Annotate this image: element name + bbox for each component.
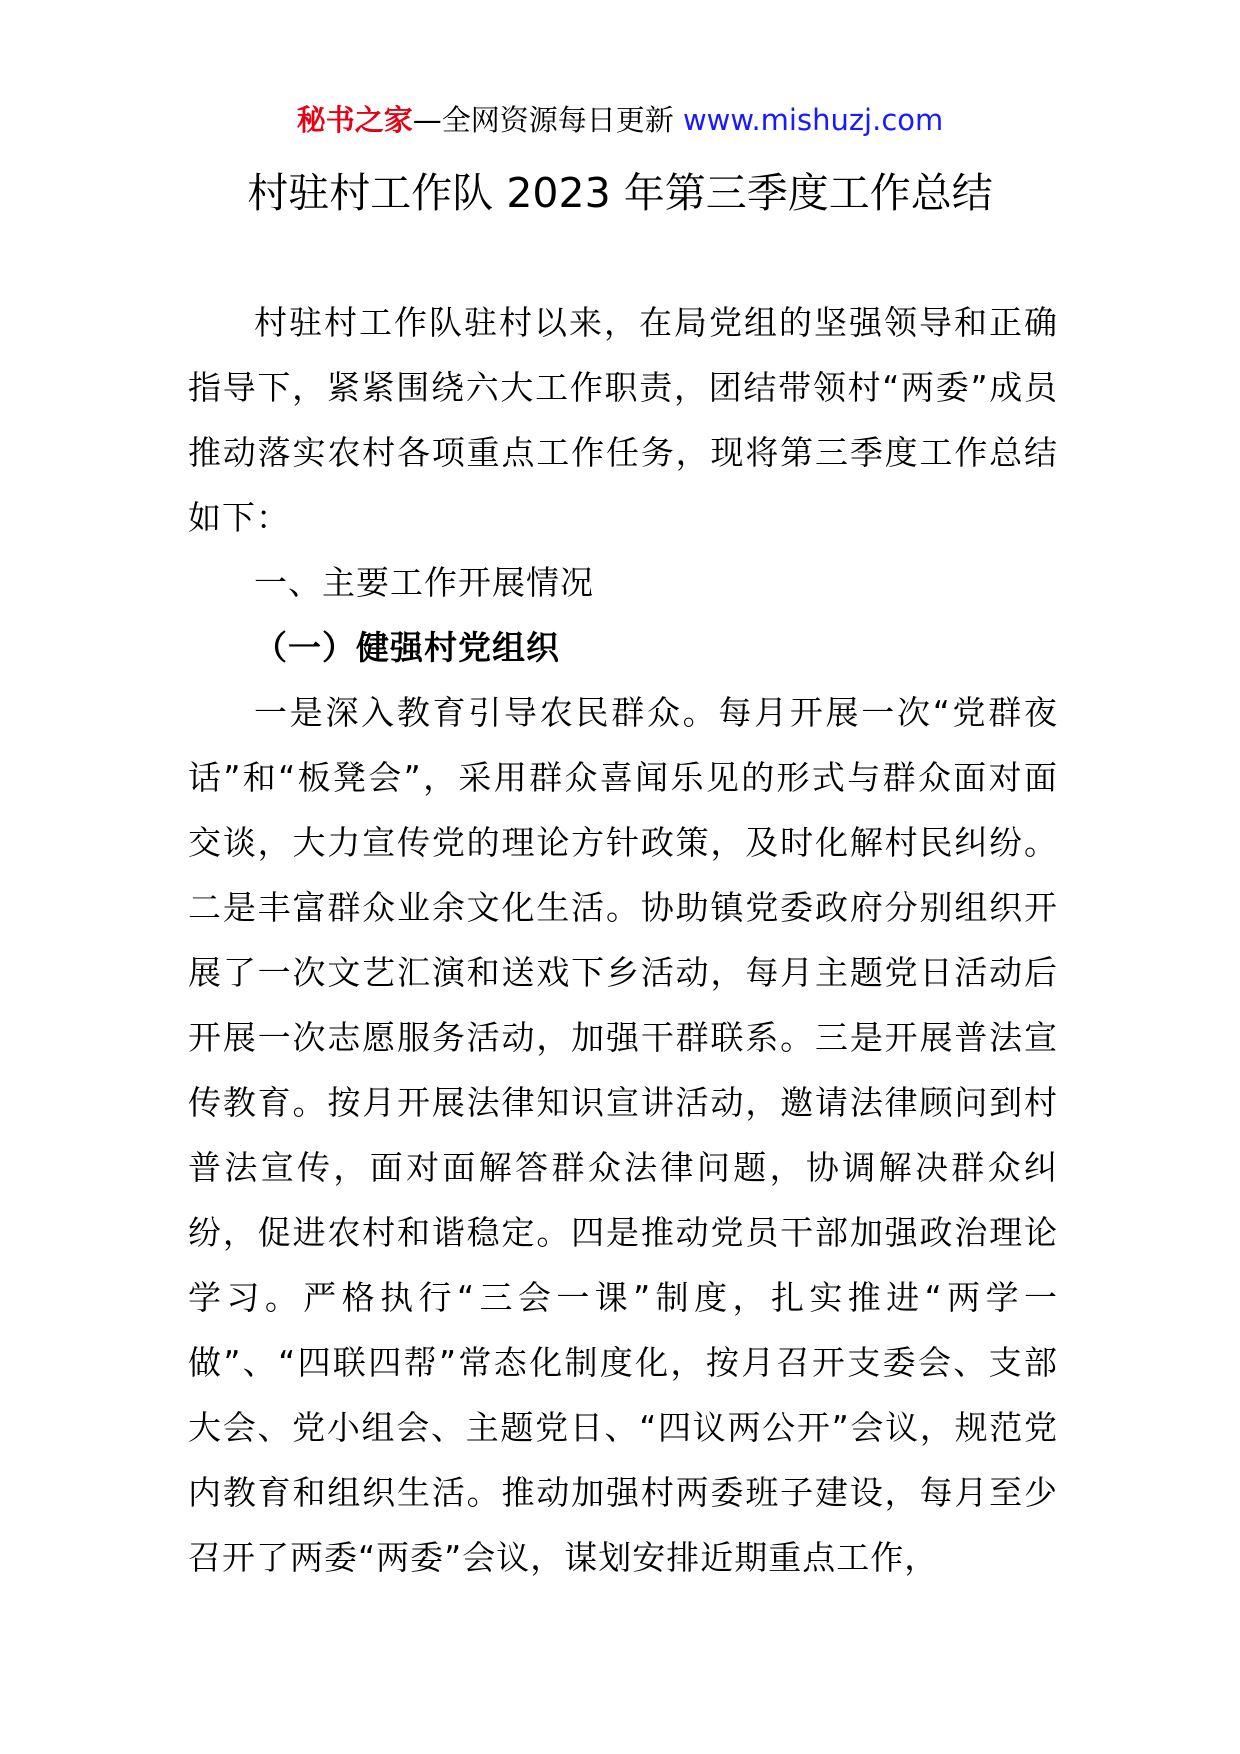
intro-paragraph: 村驻村工作队驻村以来，在局党组的坚强领导和正确指导下，紧紧围绕六大工作职责，团结带领村“两委”成员推动落实农村各项重点工作任务，现将第三季度工作总结如下： xyxy=(188,303,1058,537)
site-url-link[interactable]: www.mishuzj.com xyxy=(682,103,944,137)
subsection-body-paragraph: 一是深入教育引导农民群众。每月开展一次“党群夜话”和“板凳会”，采用群众喜闻乐见的形式与群众面对面交谈，大力宣传党的理论方针政策，及时化解村民纠纷。二是丰富群众业余文化生活。协助镇党委政府分别组织开展了一次文艺汇演和送戏下乡活动，每月主题党日活动后开展一次志愿服务活动，加强干群联系。三是开展普法宣传教育。按月开展法律知识宣讲活动，邀请法律顾问到村普法宣传，面对面解答群众法律问题，协调解决群众纠纷，促进农村和谐稳定。四是推动党员干部加强政治理论学习。严格执行“三会一课”制度，扎实推进“两学一做”、“四联四帮”常态化制度化，按月召开支委会、支部大会、党小组会、主题党日、“四议两公开”会议，规范党内教育和组织生活。推动加强村两委班子建设，每月至少召开了两委“两委”会议，谋划安排近期重点工作， xyxy=(188,693,1058,1577)
subsection-heading: （一）健强村党组织 xyxy=(254,628,560,667)
document-title: 村驻村工作队 2023 年第三季度工作总结 xyxy=(247,169,993,217)
document-body xyxy=(188,290,1058,1590)
section-heading: 一、主要工作开展情况 xyxy=(254,563,594,602)
site-slogan: —全网资源每日更新 xyxy=(412,103,674,137)
site-header xyxy=(0,100,1240,140)
brand-name: 秘书之家 xyxy=(296,103,413,137)
